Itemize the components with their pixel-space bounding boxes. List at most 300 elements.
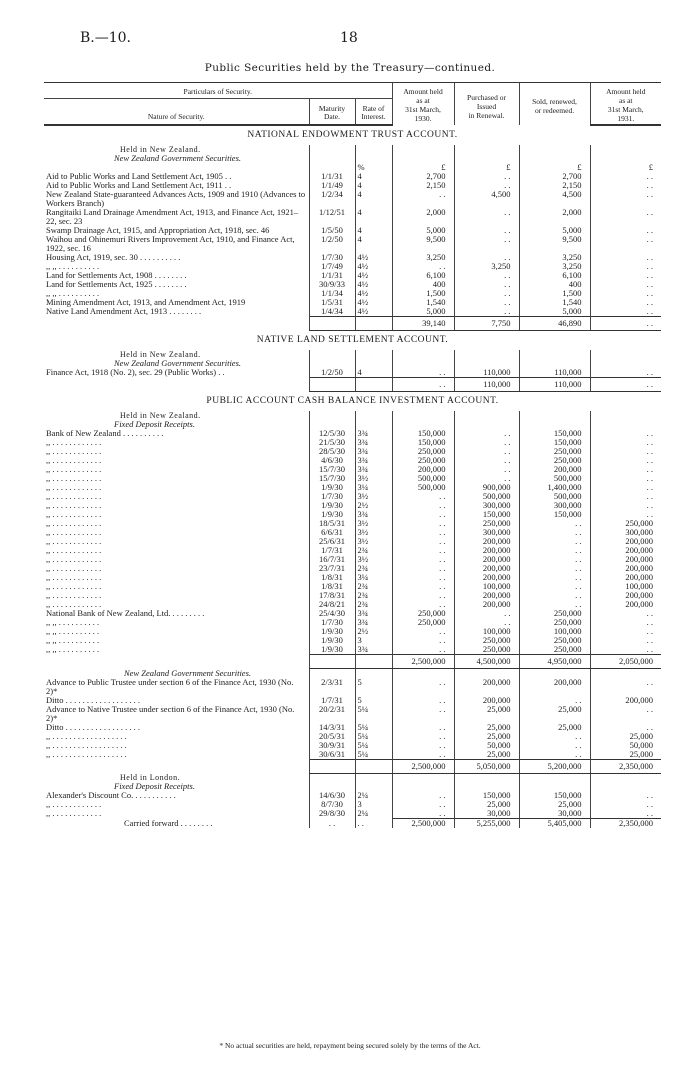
maturity-date: 1/7/49 [309, 262, 355, 271]
interest-rate: 4 [355, 368, 392, 378]
header-purchased: Purchased or Issued in Renewal. [454, 83, 519, 126]
interest-rate: 5¼ [355, 741, 392, 750]
security-name: ,, . . . . . . . . . . . . [46, 600, 102, 609]
security-name: ,, . . . . . . . . . . . . [46, 573, 102, 582]
purchased: 25,000 [454, 705, 519, 723]
amount-1931: . . [590, 253, 661, 262]
empty-cell [309, 420, 355, 429]
sold: 400 [519, 280, 590, 289]
securities-table [44, 82, 661, 828]
empty-cell [309, 782, 355, 791]
subgroup-label: Fixed Deposit Receipts. [114, 782, 195, 791]
maturity-date [309, 163, 355, 172]
amount-1931: . . [590, 474, 661, 483]
amount-1930: 500,000 [392, 483, 454, 492]
maturity-date: 30/6/31 [309, 750, 355, 760]
amount-1930: . . [392, 546, 454, 555]
sold: 150,000 [519, 791, 590, 800]
interest-rate: 4½ [355, 298, 392, 307]
sold: . . [519, 741, 590, 750]
empty-cell [309, 773, 355, 782]
table-row [44, 618, 661, 627]
table-row [44, 678, 661, 696]
held-label: Held in London. [120, 773, 181, 782]
maturity-date: 4/6/30 [309, 456, 355, 465]
amount-1931: . . [590, 298, 661, 307]
sold: 2,150 [519, 181, 590, 190]
section-heading [44, 125, 661, 145]
security-name: ,, . . . . . . . . . . . . [46, 474, 102, 483]
total-1930: . . [392, 378, 454, 392]
subgroup-label: New Zealand Government Securities. [124, 668, 252, 678]
table-row [44, 591, 661, 600]
interest-rate: 4½ [355, 280, 392, 289]
maturity-date: 1/5/50 [309, 226, 355, 235]
header-nature: Nature of Security. [44, 99, 309, 126]
header-sold: Sold, renewed, or redeemed. [519, 83, 590, 126]
security-name: Swamp Drainage Act, 1915, and Appropriation Act, 1918, sec. 46 [46, 226, 270, 235]
table-row [44, 573, 661, 582]
security-name: ,, ,, . . . . . . . . . . [46, 636, 100, 645]
purchased: . . [454, 609, 519, 618]
purchased: 200,000 [454, 591, 519, 600]
sold: 25,000 [519, 800, 590, 809]
security-name: Land for Settlements Act, 1925 . . . . . . . . [46, 280, 187, 289]
purchased: 150,000 [454, 791, 519, 800]
sold: . . [519, 564, 590, 573]
security-name: ,, . . . . . . . . . . . . [46, 456, 102, 465]
purchased: 25,000 [454, 732, 519, 741]
amount-1930: . . [392, 600, 454, 609]
table-row [44, 298, 661, 307]
amount-1930: . . [392, 510, 454, 519]
purchased: . . [454, 438, 519, 447]
sold: 5,405,000 [519, 819, 590, 829]
table-row [44, 226, 661, 235]
empty-cell [309, 669, 355, 678]
amount-1931: . . [590, 456, 661, 465]
interest-rate: 5¼ [355, 750, 392, 760]
amount-1930: £ [392, 163, 454, 172]
amount-1931: 200,000 [590, 564, 661, 573]
sold: . . [519, 555, 590, 564]
security-name: ,, ,, . . . . . . . . . . [46, 627, 100, 636]
amount-1930: . . [392, 678, 454, 696]
maturity-date: 21/5/30 [309, 438, 355, 447]
security-name: ,, . . . . . . . . . . . . . . . . . . [46, 731, 127, 741]
empty-cell [392, 669, 454, 678]
sold: 150,000 [519, 438, 590, 447]
empty-cell [392, 154, 454, 163]
interest-rate: 3½ [355, 537, 392, 546]
section-heading [44, 331, 661, 351]
table-row [44, 791, 661, 800]
sold: . . [519, 600, 590, 609]
maturity-date: 1/1/34 [309, 289, 355, 298]
sold: 2,000 [519, 208, 590, 226]
amount-1930: . . [392, 705, 454, 723]
amount-1931: . . [590, 181, 661, 190]
purchased: . . [454, 253, 519, 262]
amount-1931: . . [590, 791, 661, 800]
footnote: * No actual securities are held, repayment being secured solely by the terms of the Act. [219, 1041, 481, 1050]
table-row [44, 645, 661, 655]
amount-1931: . . [590, 271, 661, 280]
amount-1930: . . [392, 627, 454, 636]
amount-1931: . . [590, 705, 661, 723]
amount-1930: 2,000 [392, 208, 454, 226]
security-name: Ditto . . . . . . . . . . . . . . . . . . [46, 722, 140, 732]
interest-rate: 3½ [355, 555, 392, 564]
sold: 1,540 [519, 298, 590, 307]
subgroup-heading [44, 154, 661, 163]
purchased: 200,000 [454, 573, 519, 582]
empty-cell [590, 669, 661, 678]
table-row [44, 546, 661, 555]
sold: 3,250 [519, 262, 590, 271]
security-name: Waihou and Ohinemuri Rivers Improvement Act, 1910, and Finance Act, 1922, sec. 16 [46, 235, 295, 253]
sold: 9,500 [519, 235, 590, 253]
interest-rate: 3¾ [355, 645, 392, 655]
maturity-date: 1/9/30 [309, 645, 355, 655]
security-name: ,, . . . . . . . . . . . . [46, 555, 102, 564]
amount-1930: 1,500 [392, 289, 454, 298]
amount-1931: 200,000 [590, 600, 661, 609]
amount-1931: . . [590, 483, 661, 492]
empty-cell [392, 350, 454, 359]
purchased: 50,000 [454, 741, 519, 750]
maturity-date: 1/9/30 [309, 510, 355, 519]
subgroup-heading [44, 782, 661, 791]
table-row [44, 609, 661, 618]
purchased: 5,255,000 [454, 819, 519, 829]
purchased: 200,000 [454, 696, 519, 705]
amount-1931: . . [590, 809, 661, 819]
security-name: Mining Amendment Act, 1913, and Amendment Act, 1919 [46, 298, 246, 307]
amount-1930: . . [392, 809, 454, 819]
sold: 250,000 [519, 447, 590, 456]
held-label: Held in New Zealand. [120, 411, 201, 420]
subtotal-row [44, 655, 661, 669]
amount-1930: 1,540 [392, 298, 454, 307]
security-name [44, 163, 309, 172]
table-row [44, 705, 661, 723]
amount-1930: . . [392, 564, 454, 573]
security-name: ,, . . . . . . . . . . . . [46, 492, 102, 501]
amount-1931: . . [590, 429, 661, 438]
empty-cell [519, 154, 590, 163]
security-name: Advance to Public Trustee under section 6 of the Finance Act, 1930 (No. 2)* [46, 677, 294, 696]
group-heading [44, 145, 661, 154]
sold: 100,000 [519, 627, 590, 636]
maturity-date: 16/7/31 [309, 555, 355, 564]
interest-rate: 3¾ [355, 447, 392, 456]
interest-rate: 4½ [355, 271, 392, 280]
amount-1930: . . [392, 190, 454, 208]
security-name: ,, . . . . . . . . . . . . [46, 546, 102, 555]
maturity-date: 1/9/30 [309, 636, 355, 645]
amount-1931: 300,000 [590, 528, 661, 537]
interest-rate: 4 [355, 172, 392, 181]
interest-rate: 3½ [355, 474, 392, 483]
subgroup-label: New Zealand Government Securities. [114, 359, 242, 368]
interest-rate: 3¾ [355, 609, 392, 618]
security-name: Aid to Public Works and Land Settlement Act, 1911 . . [46, 181, 232, 190]
maturity-date: 1/7/30 [309, 618, 355, 627]
total-1930: 2,500,000 [392, 759, 454, 773]
total-1930: 2,500,000 [392, 655, 454, 669]
amount-1931: 25,000 [590, 732, 661, 741]
security-name: Aid to Public Works and Land Settlement Act, 1905 . . [46, 172, 232, 181]
sold: 500,000 [519, 474, 590, 483]
amount-1930: . . [392, 723, 454, 732]
security-name: ,, . . . . . . . . . . . . [46, 800, 102, 809]
amount-1931: 250,000 [590, 519, 661, 528]
maturity-date: 6/6/31 [309, 528, 355, 537]
total-1931: 2,050,000 [590, 655, 661, 669]
maturity-date: 28/5/30 [309, 447, 355, 456]
interest-rate: 4 [355, 235, 392, 253]
security-name: ,, . . . . . . . . . . . . . . . . . . [46, 749, 127, 759]
amount-1931: . . [590, 438, 661, 447]
amount-1931: 50,000 [590, 741, 661, 750]
empty-cell [355, 154, 392, 163]
maturity-date: 20/5/31 [309, 732, 355, 741]
empty-cell [44, 759, 309, 773]
amount-1930: . . [392, 791, 454, 800]
purchased: 250,000 [454, 645, 519, 655]
security-name: ,, . . . . . . . . . . . . [46, 528, 102, 537]
report-reference: B.—10. [80, 30, 132, 46]
purchased: 250,000 [454, 636, 519, 645]
total-sold: 46,890 [519, 317, 590, 331]
table-row [44, 271, 661, 280]
interest-rate: 2¾ [355, 582, 392, 591]
maturity-date: 1/1/31 [309, 271, 355, 280]
sold: 25,000 [519, 705, 590, 723]
maturity-date: 1/8/31 [309, 582, 355, 591]
table-row [44, 732, 661, 741]
purchased: . . [454, 429, 519, 438]
total-purchased: 4,500,000 [454, 655, 519, 669]
amount-1930: . . [392, 591, 454, 600]
amount-1931: 25,000 [590, 750, 661, 760]
empty-cell [355, 655, 392, 669]
security-name: ,, . . . . . . . . . . . . [46, 465, 102, 474]
sold: 4,500 [519, 190, 590, 208]
maturity-date: 17/8/31 [309, 591, 355, 600]
table-row [44, 555, 661, 564]
empty-cell [355, 411, 392, 420]
table-header-row [44, 83, 661, 99]
sold: . . [519, 546, 590, 555]
interest-rate: 3¾ [355, 456, 392, 465]
subgroup-label: New Zealand Government Securities. [114, 154, 242, 163]
security-name: ,, . . . . . . . . . . . . [46, 438, 102, 447]
table-row [44, 289, 661, 298]
sold: 250,000 [519, 609, 590, 618]
total-sold: 110,000 [519, 378, 590, 392]
purchased: 150,000 [454, 510, 519, 519]
carried-forward-row [44, 819, 661, 829]
interest-rate: 2½ [355, 627, 392, 636]
header-rate: Rate of Interest. [355, 99, 392, 126]
total-purchased: 110,000 [454, 378, 519, 392]
empty-cell [309, 411, 355, 420]
security-name: ,, ,, . . . . . . . . . . [46, 645, 100, 654]
maturity-date: 1/7/30 [309, 253, 355, 262]
empty-cell [454, 669, 519, 678]
empty-cell [44, 317, 309, 331]
interest-rate: 5¼ [355, 705, 392, 723]
table-row [44, 429, 661, 438]
sold: 250,000 [519, 618, 590, 627]
page-number: 18 [340, 30, 358, 46]
maturity-date: 20/2/31 [309, 705, 355, 723]
maturity-date: 14/6/30 [309, 791, 355, 800]
interest-rate: 4 [355, 208, 392, 226]
amount-1930: . . [392, 555, 454, 564]
purchased: . . [454, 298, 519, 307]
empty-cell [309, 378, 355, 392]
table-row [44, 696, 661, 705]
security-name: Advance to Native Trustee under section 6 of the Finance Act, 1930 (No. 2)* [46, 704, 295, 723]
interest-rate: 4½ [355, 307, 392, 317]
total-purchased: 5,050,000 [454, 759, 519, 773]
empty-cell [355, 773, 392, 782]
security-name: ,, . . . . . . . . . . . . [46, 564, 102, 573]
amount-1930: . . [392, 750, 454, 760]
interest-rate: 3¼ [355, 573, 392, 582]
interest-rate: 5 [355, 696, 392, 705]
table-row [44, 181, 661, 190]
maturity-date: 1/4/34 [309, 307, 355, 317]
sold: 6,100 [519, 271, 590, 280]
amount-1930: 5,000 [392, 307, 454, 317]
amount-1931: 200,000 [590, 537, 661, 546]
subgroup-heading [44, 420, 661, 429]
purchased: 250,000 [454, 519, 519, 528]
maturity-date: 1/2/50 [309, 368, 355, 378]
empty-cell [454, 359, 519, 368]
sold: 250,000 [519, 456, 590, 465]
amount-1931: . . [590, 447, 661, 456]
maturity-date: 1/7/31 [309, 546, 355, 555]
purchased: 110,000 [454, 368, 519, 378]
interest-rate: 5¼ [355, 723, 392, 732]
sold: 200,000 [519, 465, 590, 474]
empty-cell [519, 773, 590, 782]
purchased: 200,000 [454, 600, 519, 609]
amount-1930: . . [392, 537, 454, 546]
amount-1931: . . [590, 800, 661, 809]
security-name: Finance Act, 1918 (No. 2), sec. 29 (Public Works) . . [46, 368, 225, 377]
security-name: ,, . . . . . . . . . . . . [46, 510, 102, 519]
empty-cell [355, 782, 392, 791]
header-particulars: Particulars of Security. [44, 83, 392, 99]
total-purchased: 7,750 [454, 317, 519, 331]
empty-cell [309, 154, 355, 163]
maturity-date: 8/7/30 [309, 800, 355, 809]
security-name: ,, ,, . . . . . . . . . . [46, 618, 100, 627]
maturity-date: 15/7/30 [309, 465, 355, 474]
security-name: ,, . . . . . . . . . . . . [46, 809, 102, 818]
security-name: Housing Act, 1919, sec. 30 . . . . . . . . . . [46, 253, 181, 262]
interest-rate: 4 [355, 190, 392, 208]
empty-cell [355, 317, 392, 331]
purchased: . . [454, 172, 519, 181]
maturity-date: . . [309, 819, 355, 829]
amount-1931: . . [590, 465, 661, 474]
header-maturity: Maturity Date. [309, 99, 355, 126]
maturity-date: 15/7/30 [309, 474, 355, 483]
empty-cell [454, 420, 519, 429]
maturity-date: 18/5/31 [309, 519, 355, 528]
maturity-date: 1/2/50 [309, 235, 355, 253]
total-sold: 5,200,000 [519, 759, 590, 773]
amount-1930: 150,000 [392, 429, 454, 438]
amount-1930: 250,000 [392, 609, 454, 618]
security-name: ,, . . . . . . . . . . . . [46, 501, 102, 510]
sold: 1,500 [519, 289, 590, 298]
table-row [44, 741, 661, 750]
interest-rate: 3½ [355, 528, 392, 537]
table-row [44, 600, 661, 609]
interest-rate: . . [355, 819, 392, 829]
table-row [44, 235, 661, 253]
interest-rate: 2¾ [355, 591, 392, 600]
amount-1930: . . [392, 519, 454, 528]
table-row [44, 438, 661, 447]
table-row [44, 163, 661, 172]
amount-1931: . . [590, 289, 661, 298]
table-row [44, 465, 661, 474]
empty-cell [590, 420, 661, 429]
table-row [44, 750, 661, 760]
purchased: 200,000 [454, 555, 519, 564]
maturity-date: 1/5/31 [309, 298, 355, 307]
maturity-date: 1/2/34 [309, 190, 355, 208]
amount-1930: . . [392, 262, 454, 271]
table-row [44, 483, 661, 492]
amount-1931: . . [590, 627, 661, 636]
purchased: . . [454, 474, 519, 483]
purchased: . . [454, 271, 519, 280]
purchased: . . [454, 280, 519, 289]
purchased: 300,000 [454, 528, 519, 537]
security-name: ,, . . . . . . . . . . . . [46, 519, 102, 528]
table-row [44, 190, 661, 208]
amount-1931: 200,000 [590, 555, 661, 564]
security-name: Native Land Amendment Act, 1913 . . . . . . . . [46, 307, 202, 316]
table-row [44, 510, 661, 519]
purchased: . . [454, 618, 519, 627]
amount-1930: 2,500,000 [392, 819, 454, 829]
interest-rate: 3½ [355, 492, 392, 501]
subgroup-heading [44, 359, 661, 368]
amount-1931: . . [590, 262, 661, 271]
empty-cell [309, 350, 355, 359]
table-row [44, 627, 661, 636]
table-row [44, 809, 661, 819]
amount-1931: . . [590, 226, 661, 235]
table-row [44, 280, 661, 289]
maturity-date: 1/7/31 [309, 696, 355, 705]
security-name: ,, ,, . . . . . . . . . . [46, 289, 100, 298]
amount-1931: . . [590, 190, 661, 208]
purchased: . . [454, 307, 519, 317]
interest-rate: 5 [355, 678, 392, 696]
